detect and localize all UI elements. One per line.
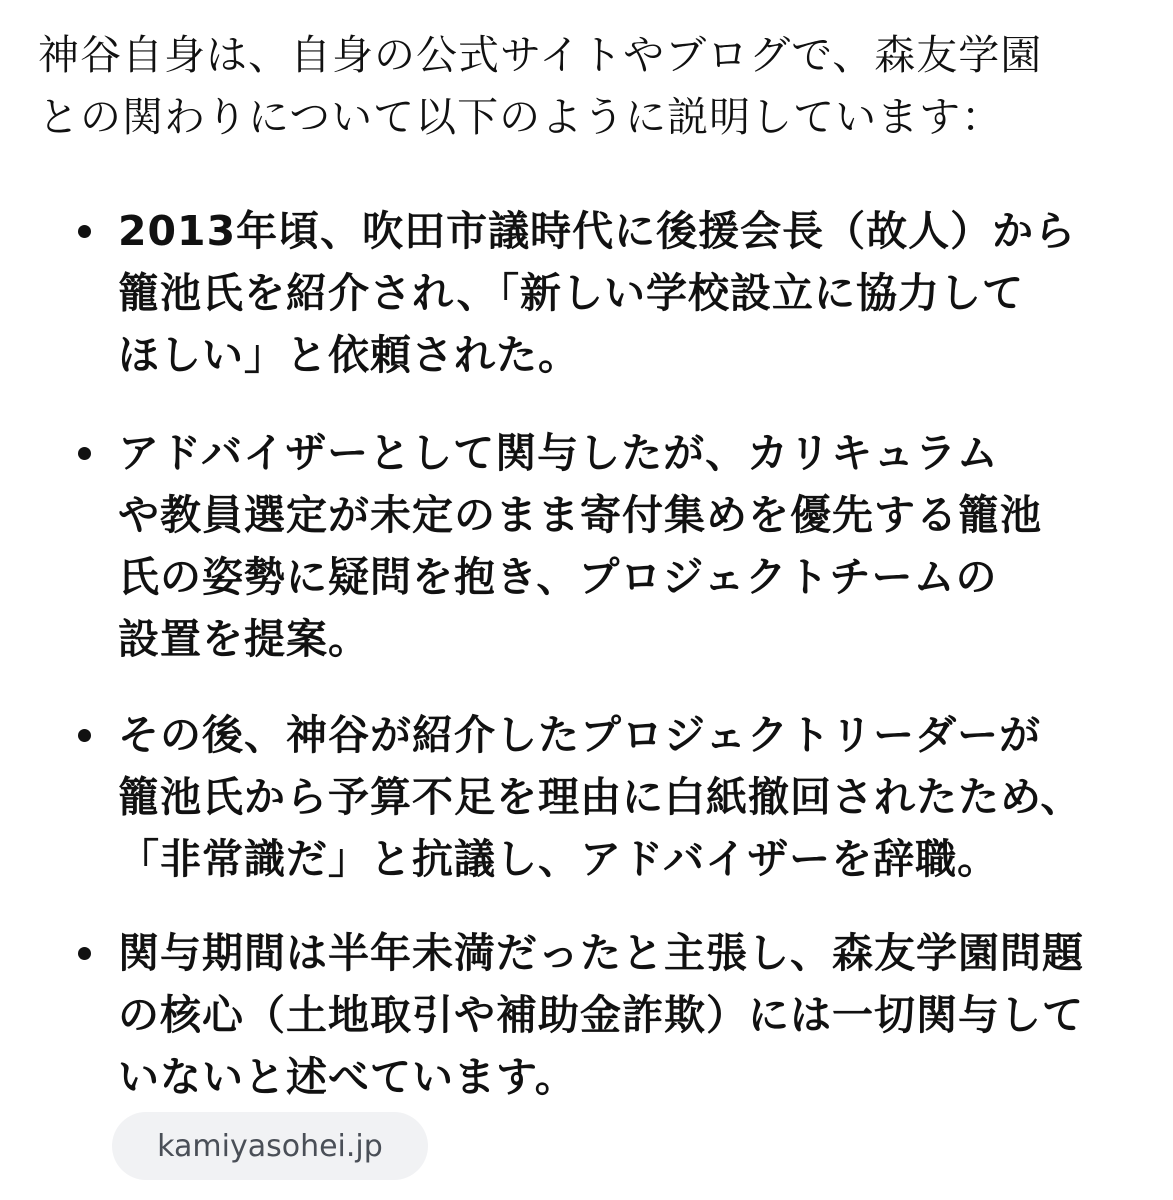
bullet-item bbox=[118, 922, 1158, 1108]
bullet-line: いないと述べています。 bbox=[118, 1053, 577, 1101]
bullet-line: 籠池氏を紹介され、「新しい学校設立に協力して bbox=[118, 269, 1024, 317]
bullet-line: ほしい」と依頼された。 bbox=[118, 331, 580, 379]
bullet-item bbox=[118, 422, 1158, 670]
bullet-line: アドバイザーとして関与したが、カリキュラム bbox=[118, 429, 999, 477]
source-link-chip[interactable]: kamiyasohei.jp bbox=[112, 1112, 428, 1180]
bullet-item bbox=[118, 200, 1158, 386]
bullet-item bbox=[118, 704, 1158, 890]
bullet-line: その後、神谷が紹介したプロジェクトリーダーが bbox=[118, 711, 1042, 759]
bullet-line: 「非常識だ」と抗議し、アドバイザーを辞職。 bbox=[118, 835, 1000, 883]
bullet-dot-icon bbox=[78, 947, 91, 960]
bullet-line: の核心（土地取引や補助金詐欺）には一切関与して bbox=[118, 991, 1084, 1039]
bullet-dot-icon bbox=[78, 729, 91, 742]
bullet-dot-icon bbox=[78, 225, 91, 238]
intro-line: との関わりについて以下のように説明しています： bbox=[38, 93, 1004, 141]
bullet-dot-icon bbox=[78, 447, 91, 460]
bullet-line: 籠池氏から予算不足を理由に白紙撤回されたため、 bbox=[118, 773, 1083, 821]
bullet-line: 設置を提案。 bbox=[118, 615, 370, 663]
bullet-line: 氏の姿勢に疑問を抱き、プロジェクトチームの bbox=[118, 553, 998, 601]
bullet-line: 2013年頃、吹田市議時代に後援会長（故人）から bbox=[118, 207, 1077, 255]
bullet-line: や教員選定が未定のまま寄付集めを優先する籠池 bbox=[118, 491, 1042, 539]
intro-paragraph bbox=[38, 24, 1148, 148]
bullet-line: 関与期間は半年未満だったと主張し、森友学園問題 bbox=[118, 929, 1084, 977]
intro-line: 神谷自身は、自身の公式サイトやブログで、森友学園 bbox=[38, 31, 1043, 79]
